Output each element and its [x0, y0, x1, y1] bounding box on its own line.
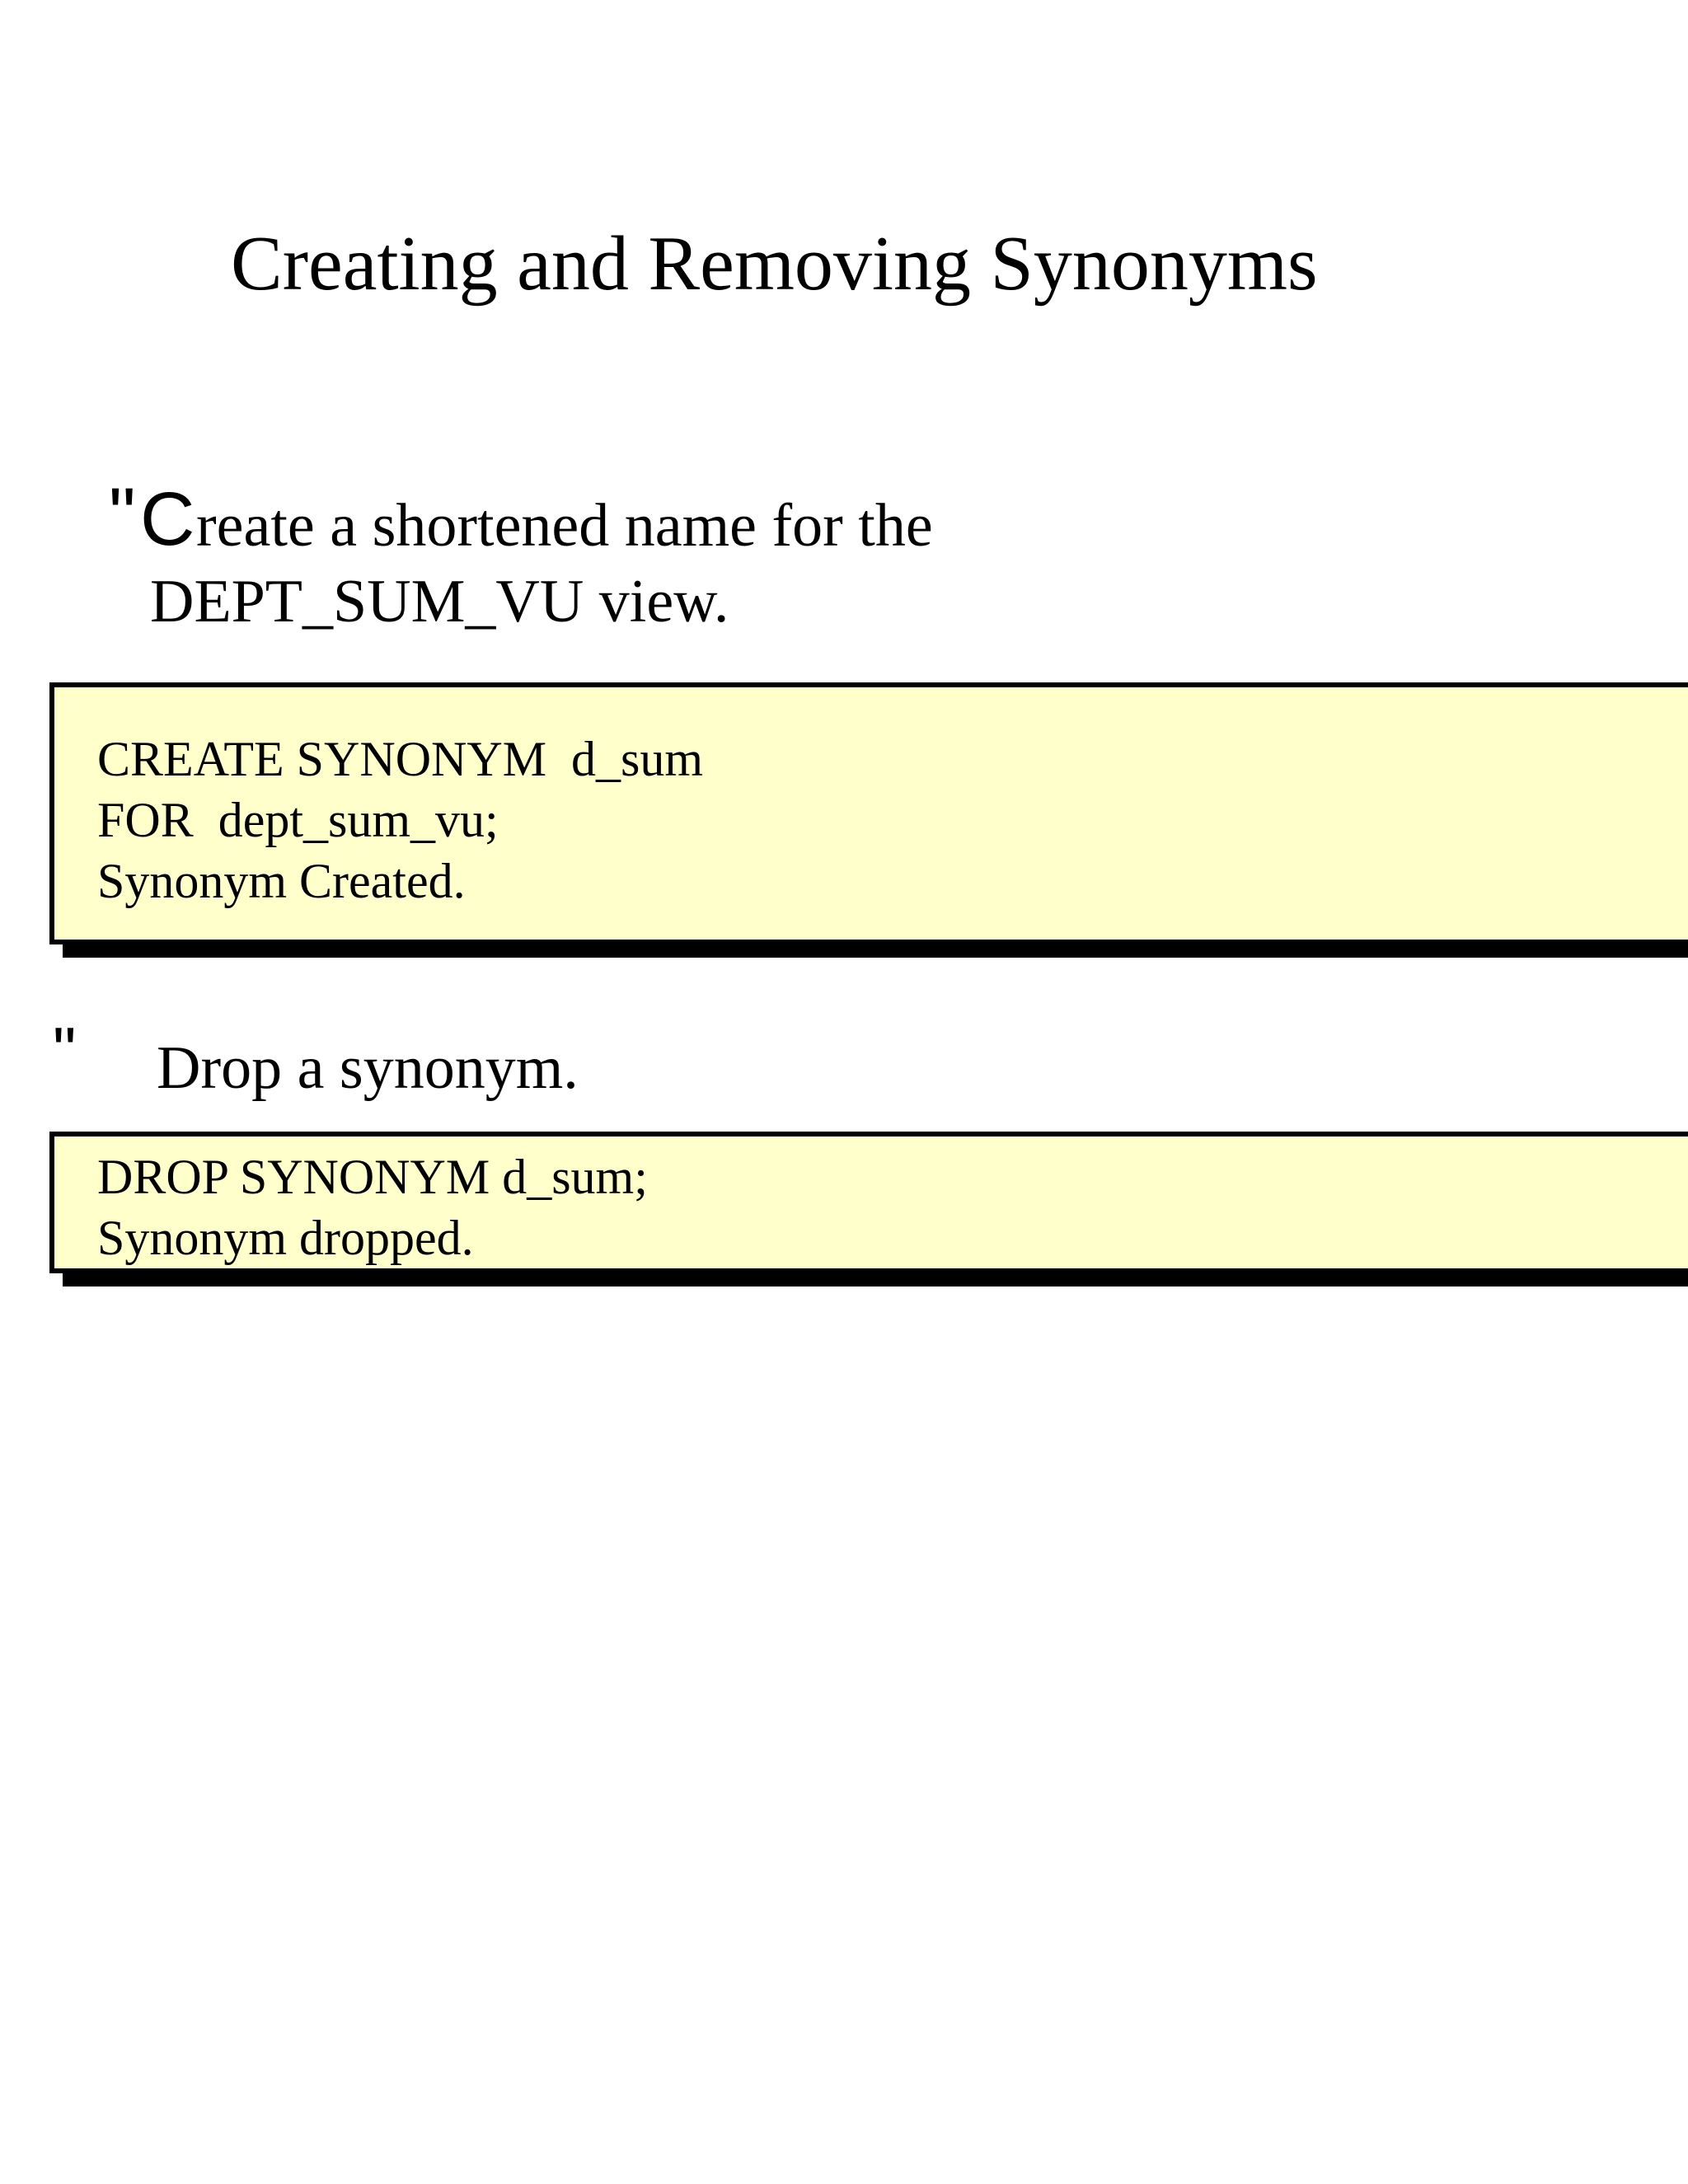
code-line: Synonym Created.	[97, 854, 466, 908]
code-line: CREATE SYNONYM d_sum	[97, 732, 704, 786]
drop-synonym-code-box	[49, 1132, 1688, 1273]
bullet-text: Drop a synonym.	[157, 1034, 579, 1102]
bullet-mark: "	[109, 473, 136, 557]
code-line: Synonym dropped.	[97, 1211, 474, 1265]
bullet-text-line-1: reate a shortened name for the	[196, 492, 933, 560]
bullet-initial-letter: C	[140, 477, 195, 561]
create-synonym-code-box	[49, 682, 1688, 944]
bullet-mark: "	[53, 1014, 77, 1087]
code-line: DROP SYNONYM d_sum;	[97, 1150, 648, 1204]
slide-title: Creating and Removing Synonyms	[231, 221, 1318, 307]
code-line: FOR dept_sum_vu;	[97, 793, 499, 847]
bullet-text-line-2: DEPT_SUM_VU view.	[150, 568, 729, 635]
